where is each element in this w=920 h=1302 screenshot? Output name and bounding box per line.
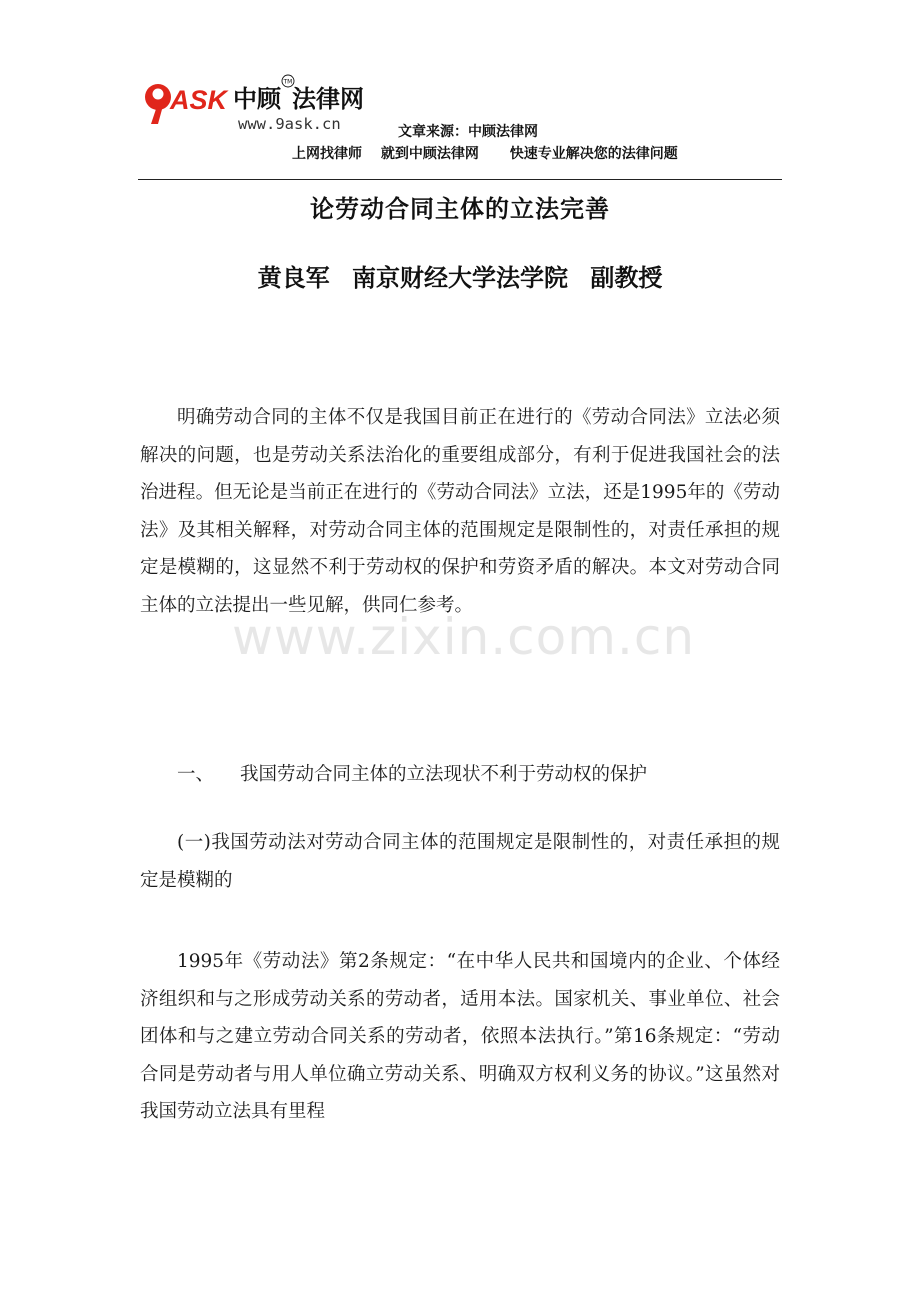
subsection-heading: (一)我国劳动法对劳动合同主体的范围规定是限制性的，对责任承担的规定是模糊的 bbox=[140, 832, 780, 891]
body-paragraph-block bbox=[140, 943, 780, 1131]
article-source: 文章来源：中顾法律网 bbox=[398, 124, 538, 140]
watermark: www.zixin.com.cn bbox=[232, 608, 696, 666]
slogan-part: 快速专业解决您的法律问题 bbox=[509, 146, 678, 162]
author-affiliation: 南京财经大学法学院 bbox=[352, 264, 568, 292]
document-title: 论劳动合同主体的立法完善 bbox=[310, 195, 610, 223]
section-heading bbox=[140, 756, 780, 794]
intro-paragraph: 明确劳动合同的主体不仅是我国目前正在进行的《劳动合同法》立法必须解决的问题，也是劳动关系法治化的重要组成部分，有利于促进我国社会的法治进程。但无论是当前正在进行的《劳动合同法》立法，还是1995年的《劳动法》及其相关解释，对劳动合同主体的范围规定是限制性的，对责任承担的规定是模糊的，这显然不利于劳动权的保护和劳资矛盾的解决。本文对劳动合同主体的立法提出一些见解，供同仁参考。 bbox=[140, 407, 780, 616]
logo-graphic bbox=[140, 72, 375, 134]
trademark-text: TM bbox=[283, 78, 293, 86]
subsection-heading-block bbox=[140, 824, 780, 899]
author-line bbox=[0, 258, 920, 293]
logo-circle-hole bbox=[153, 89, 164, 100]
logo-cn-text: 中顾 bbox=[233, 85, 281, 113]
logo-site-text: 法律网 bbox=[292, 85, 364, 113]
logo-url-text: www.9ask.cn bbox=[238, 115, 341, 133]
section-heading-block bbox=[140, 756, 780, 794]
brand-logo[interactable] bbox=[140, 72, 375, 134]
author-position: 副教授 bbox=[590, 264, 663, 292]
author-name: 黄良军 bbox=[257, 264, 330, 292]
header-divider bbox=[138, 179, 782, 180]
slogan-part: 上网找律师 bbox=[292, 146, 362, 162]
logo-mark-text: ASK bbox=[170, 85, 228, 115]
section-heading-text: 我国劳动合同主体的立法现状不利于劳动权的保护 bbox=[240, 764, 648, 785]
header-slogan bbox=[292, 143, 692, 163]
intro-paragraph-block bbox=[140, 399, 780, 624]
section-number: 一、 bbox=[177, 764, 215, 785]
slogan-part: 就到中顾法律网 bbox=[380, 146, 479, 162]
body-paragraph: 1995年《劳动法》第2条规定：“在中华人民共和国境内的企业、个体经济组织和与之形成劳动关系的劳动者，适用本法。国家机关、事业单位、社会团体和与之建立劳动合同关系的劳动者，依照本法执行。”第16条规定：“劳动合同是劳动者与用人单位确立劳动关系、明确双方权利义务的协议。”这虽然对我国劳动立法具有里程 bbox=[140, 951, 780, 1122]
